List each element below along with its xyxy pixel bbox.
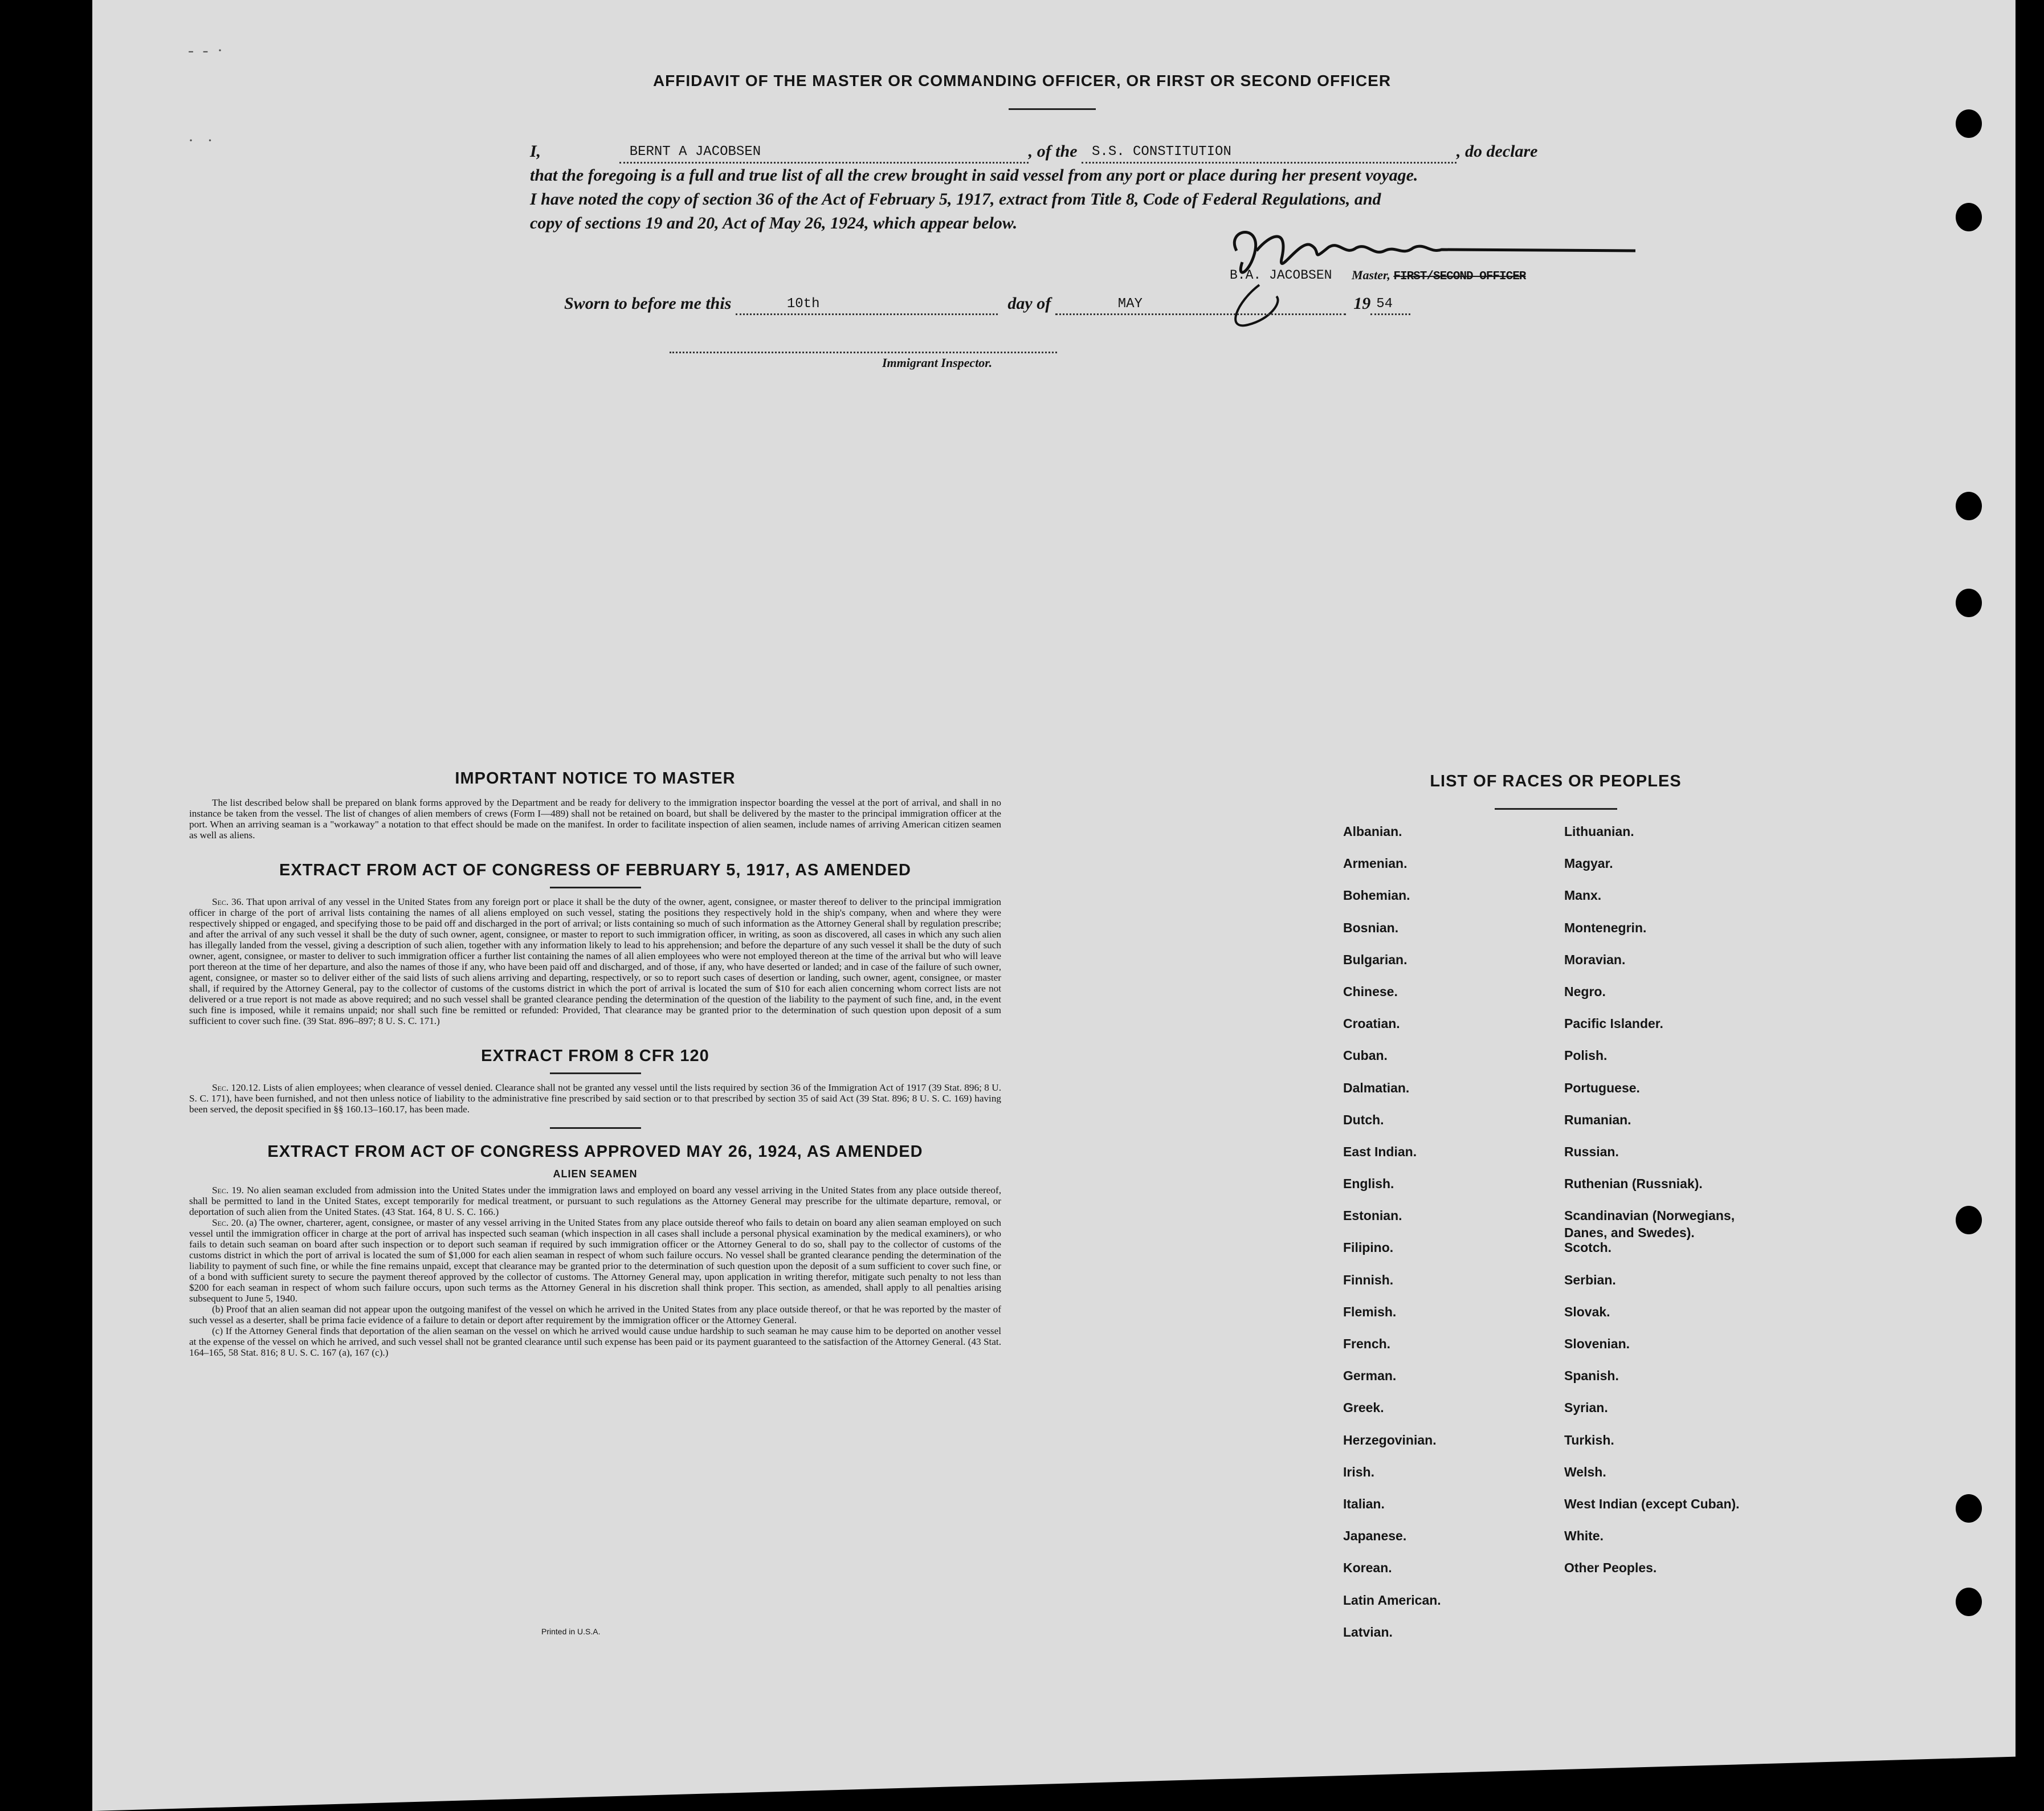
of-the-label: , of the <box>1028 142 1078 161</box>
race-item: Russian. <box>1564 1144 1619 1159</box>
race-item: Bohemian. <box>1343 888 1410 903</box>
notice-body: The list described below shall be prepared on blank forms approved by the Department and be ready for delivery to the immigration inspector boarding the vessel at the port of arrival, and shall in no instance be taken from the vessel. The list of changes of alien members of crews (Form I—489) shall not be retained on board, but shall be delivered by the master to the principal immigration officer at the port. When an arriving seaman is a "workaway" a notation to that effect should be made on the manifest. In order to facilitate inspection of alien seamen, include names of arriving American citizen seamen as well as aliens. <box>189 797 1001 841</box>
section-number: Sec. 120.12. <box>212 1082 261 1093</box>
day-of-label: day of <box>1007 294 1051 313</box>
extract-cfr-title: EXTRACT FROM 8 CFR 120 <box>481 1047 709 1065</box>
race-item: Korean. <box>1343 1560 1392 1576</box>
race-item: Other Peoples. <box>1564 1560 1657 1576</box>
race-item: Polish. <box>1564 1048 1608 1063</box>
race-item: Croatian. <box>1343 1016 1400 1031</box>
race-item: Slovenian. <box>1564 1336 1630 1351</box>
race-item: Pacific Islander. <box>1564 1016 1663 1031</box>
extract-1917-body <box>189 896 1001 1026</box>
corner-mark: - - · <box>188 41 225 60</box>
punch-hole <box>1956 1494 1982 1523</box>
declaration-i: I, <box>530 142 541 161</box>
signature-struck-text <box>1393 270 1525 283</box>
punch-hole <box>1956 492 1982 520</box>
race-item: German. <box>1343 1368 1397 1384</box>
sworn-line <box>564 292 1410 315</box>
race-item: Rumanian. <box>1564 1112 1631 1127</box>
corner-mark: · · <box>188 131 218 150</box>
section-number: Sec. 19. <box>212 1185 244 1196</box>
race-item: Dutch. <box>1343 1112 1384 1127</box>
race-item: Slovak. <box>1564 1304 1610 1319</box>
races-rule <box>1495 808 1617 810</box>
race-item: Herzegovinian. <box>1343 1432 1437 1447</box>
race-item: Moravian. <box>1564 952 1626 967</box>
race-item: Spanish. <box>1564 1368 1619 1384</box>
inspector-signature-line <box>670 352 1057 353</box>
punch-hole <box>1956 109 1982 138</box>
punch-hole <box>1956 203 1982 231</box>
race-item: Armenian. <box>1343 856 1407 871</box>
race-item: Negro. <box>1564 984 1606 999</box>
race-item: Flemish. <box>1343 1304 1397 1319</box>
race-item: Albanian. <box>1343 824 1402 839</box>
year-prefix: 19 <box>1353 294 1371 313</box>
race-item: Estonian. <box>1343 1208 1402 1223</box>
year-field: 54 <box>1370 295 1410 315</box>
race-item: White. <box>1564 1528 1604 1544</box>
alien-seamen-subhead: ALIEN SEAMEN <box>553 1168 638 1180</box>
declaration-line-4: copy of sections 19 and 20, Act of May 26, 1924, which appear below. <box>530 214 1018 233</box>
race-item: Scandinavian (Norwegians, Danes, and Swedes). <box>1564 1208 1735 1241</box>
section-rule <box>550 1127 641 1129</box>
race-item: Italian. <box>1343 1496 1385 1511</box>
title-rule <box>1009 108 1096 110</box>
section-rule <box>550 1072 641 1074</box>
race-item: Scotch. <box>1564 1240 1612 1255</box>
sworn-day-field: 10th <box>736 295 998 315</box>
race-item: Bulgarian. <box>1343 952 1407 967</box>
race-item: Bosnian. <box>1343 920 1399 935</box>
race-item: Latvian. <box>1343 1624 1393 1639</box>
section-text: That upon arrival of any vessel in the United States from any foreign port or place it shall be the duty of the owner, agent, consignee, or master thereof to deliver to the principal immigration officer in charge of the port of arrival lists containing the names of all aliens employed on such vessel, stating the positions they respectively hold in the ship's company, when and where they were respectively shipped or engaged, and specifying those to be paid off and discharged in the port of arrival; or lists containing so much of such information as the Attorney General shall by regulation prescribe; and after the arrival of any such vessel it shall be the duty of such owner, agent, consignee, or master to report to such immigration officer, in writing, as soon as discovered, all cases in which any such alien has illegally landed from the vessel, giving a description of such alien, together with any information likely to lead to his apprehension; and before the departure of any such vessel it shall be the duty of such owner, agent, consignee, or master to deliver to such immigration officer a further list containing the names of all alien employees who were not employed thereon at the time of the arrival but who will leave port thereon at the time of her departure, and also the names of those if any, who have been paid off and discharged, and of those, if any, who have deserted or landed; and in case of the failure of such owner, agent, consignee, or master so to deliver either of the said lists of such aliens arriving and departing, respectively, or so to report such cases of desertion or landing, such owner, agent, consignee, or master shall, if required by the Attorney General, pay to the collector of customs of the customs district in which the port of arrival is located the sum of $10 for each alien concerning whom correct lists are not delivered or a true report is not made as above required; and no such vessel shall be granted clearance pending the determination of the question of the liability to the payment of such fine, and, in the event such fine is imposed, while it remains unpaid; nor shall such fine be remitted or refunded: Provided, That clearance may be granted prior to the determination of such question upon deposit of a sum sufficient to cover such fine. (39 Stat. 896–897; 8 U. S. C. 171.) <box>189 896 1001 1026</box>
race-item: Serbian. <box>1564 1272 1616 1287</box>
race-item: Irish. <box>1343 1464 1374 1479</box>
races-title: LIST OF RACES OR PEOPLES <box>1430 772 1682 790</box>
race-item: English. <box>1343 1176 1394 1192</box>
race-item: Montenegrin. <box>1564 920 1647 935</box>
race-item: Manx. <box>1564 888 1602 903</box>
signature-role-label: Master, <box>1352 268 1390 282</box>
section-number: Sec. 36. <box>212 896 244 907</box>
sworn-month-field: MAY <box>1055 295 1346 315</box>
extract-1917-title: EXTRACT FROM ACT OF CONGRESS OF FEBRUARY 5, 1917, AS AMENDED <box>279 861 911 879</box>
notice-title: IMPORTANT NOTICE TO MASTER <box>455 769 736 788</box>
vessel-name-field: S.S. CONSTITUTION <box>1082 142 1456 164</box>
sec-20c-body: (c) If the Attorney General finds that deportation of the alien seaman on the vessel on which he arrived would cause undue hardship to such seaman he may cause him to be deported on another vessel at the expense of the vessel on which he arrived, and such vessel shall not be granted clearance until such expense has been paid or its payment guaranteed to the satisfaction of the Attorney General. (43 Stat. 164–165, 58 Stat. 816; 8 U. S. C. 167 (a), 167 (c).) <box>189 1325 1001 1358</box>
race-item: East Indian. <box>1343 1144 1417 1159</box>
race-item: Dalmatian. <box>1343 1080 1410 1095</box>
section-rule <box>550 887 641 888</box>
struck-officer-title: FIRST/SECOND OFFICER <box>1393 270 1526 283</box>
declaration-line-2: that the foregoing is a full and true list of all the crew brought in said vessel from any port or place during her present voyage. <box>530 166 1418 185</box>
punch-hole <box>1956 1588 1982 1616</box>
race-item: Turkish. <box>1564 1432 1614 1447</box>
races-right-column <box>1564 823 1740 1592</box>
sec-19-body <box>189 1185 1001 1217</box>
section-number: Sec. 20. <box>212 1217 244 1228</box>
races-left-column <box>1343 823 1441 1655</box>
extract-cfr-body <box>189 1082 1001 1115</box>
race-item: Finnish. <box>1343 1272 1394 1287</box>
master-name-field: BERNT A JACOBSEN <box>619 142 1029 164</box>
section-text: Lists of alien employees; when clearance of vessel denied. Clearance shall not be granted any vessel until the lists required by section 36 of the Immigration Act of 1917 (39 Stat. 896; 8 U. S. C. 171), have been furnished, and not then unless notice of liability to the administrative fine prescribed by said section or to that prescribed by section 35 of said Act (39 Stat. 896; 8 U. S. C. 169) having been served, the deposit specified in §§ 160.13–160.17, has been made. <box>189 1082 1001 1115</box>
race-item: Magyar. <box>1564 856 1613 871</box>
sworn-label: Sworn to before me this <box>564 294 732 313</box>
affidavit-title: AFFIDAVIT OF THE MASTER OR COMMANDING OFFICER, OR FIRST OR SECOND OFFICER <box>652 72 1392 89</box>
race-item: Syrian. <box>1564 1400 1608 1416</box>
section-text: No alien seaman excluded from admission into the United States under the immigration laws and employed on board any vessel arriving in the United States from any place outside thereof, shall be permitted to land in the United States, except temporarily for medical treatment, or pursuant to such regulations as the Attorney General may prescribe for the ultimate departure, removal, or deportation of such alien from the United States. (43 Stat. 164, 8 U. S. C. 166.) <box>189 1185 1001 1217</box>
race-item: Latin American. <box>1343 1592 1441 1608</box>
race-item: Japanese. <box>1343 1528 1407 1544</box>
declaration-line-3: I have noted the copy of section 36 of the Act of February 5, 1917, extract from Title 8, Code of Federal Regulations, and <box>530 190 1381 209</box>
inspector-label: Immigrant Inspector. <box>882 356 993 370</box>
do-declare-label: , do declare <box>1456 142 1538 161</box>
sec-20a-body <box>189 1217 1001 1304</box>
notice-column <box>189 769 1001 1358</box>
race-item: Welsh. <box>1564 1464 1606 1479</box>
section-text: (a) The owner, charterer, agent, consignee, or master of any vessel arriving in the United States from any place outside thereof who fails to detain on board any alien seaman employed on such vessel until the immigration officer in charge at the port of arrival has inspected such seaman (which inspection in all cases shall include a personal physical examination by the medical examiners), or who fails to detain such seaman on board after such inspection or to deport such seaman if required by such immigration officer or the Attorney General to do so, shall pay to the collector of customs of the customs district in which the port of arrival is located the sum of $1,000 for each alien seaman in respect of whom such failure occurs. No vessel shall be granted clearance pending the determination of the liability to payment of such fine, or while the fine remains unpaid, except that clearance may be granted prior to the determination of such question upon the deposit of a sum sufficient to cover such fine, or of a bond with sufficient surety to secure the payment thereof approved by the collector of customs. The Attorney General may, upon application in writing therefor, mitigate such penalty to not less than $200 for each seaman in respect of whom such failure occurs, upon such terms as the Attorney General in his discretion shall think proper. This section, as amended, shall apply to all penalties arising subsequent to June 5, 1940. <box>189 1217 1001 1304</box>
race-item: Lithuanian. <box>1564 824 1634 839</box>
race-item: West Indian (except Cuban). <box>1564 1496 1740 1511</box>
punch-hole <box>1956 1206 1982 1234</box>
race-item: Ruthenian (Russniak). <box>1564 1176 1703 1192</box>
race-item: Filipino. <box>1343 1240 1394 1255</box>
punch-hole <box>1956 589 1982 617</box>
race-item: Greek. <box>1343 1400 1384 1416</box>
race-item: Cuban. <box>1343 1048 1388 1063</box>
race-item: French. <box>1343 1336 1391 1351</box>
race-item: Portuguese. <box>1564 1080 1640 1095</box>
extract-1924-title: EXTRACT FROM ACT OF CONGRESS APPROVED MAY 26, 1924, AS AMENDED <box>267 1143 923 1161</box>
printed-in-usa: Printed in U.S.A. <box>541 1627 601 1636</box>
signature-role <box>1352 268 1525 283</box>
race-item: Chinese. <box>1343 984 1398 999</box>
signature-name: B.A. JACOBSEN <box>1230 268 1332 283</box>
sec-20b-body: (b) Proof that an alien seaman did not appear upon the outgoing manifest of the vessel on which he arrived in the United States from any place outside thereof, or that he was reported by the master of such vessel as a deserter, shall be prima facie evidence of a failure to detain or deport after requirement by the immigration officer or the Attorney General. <box>189 1304 1001 1325</box>
